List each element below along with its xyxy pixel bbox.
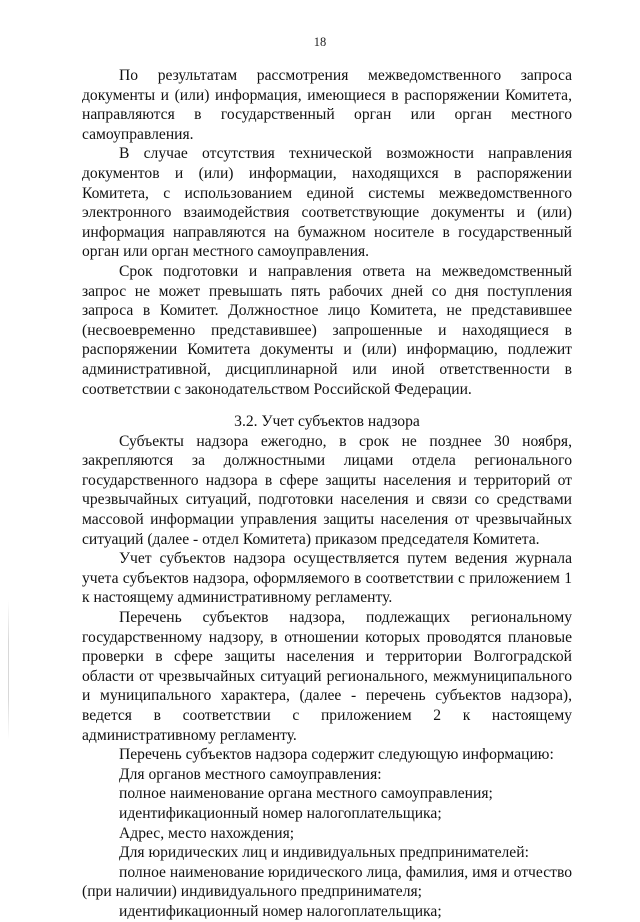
paragraph-response-deadline: Срок подготовки и направления ответа на межведомственный запрос не может превышать пять рабочих дней со дня поступления запроса в Комитет. Должностное лицо Комитета, не представившее (несвоевременно представившее) запрошенные и находящиеся в распоряжении Комитета документы и (или) информацию, подлежит административной, дисциплинарной или иной ответственности в соответствии с законодательством Российской Федерации. <box>82 262 572 398</box>
list-item-legal-entities: Для юридических лиц и индивидуальных предпринимателей: <box>119 844 529 862</box>
paragraph-subjects-list: Перечень субъектов надзора, подлежащих региональному государственному надзору, в отношении которых проводятся плановые проверки в сфере защиты населения и территории Волгоградской области от чрезвычайных ситуаций регионального, межмуниципального и муниципального характера, (далее - перечень субъектов надзора), ведется в соответствии с приложением 2 к настоящему административному регламенту. <box>82 609 572 744</box>
list-item-local-gov-name: полное наименование органа местного самоуправления; <box>119 785 493 803</box>
section-heading: 3.2. Учет субъектов надзора <box>234 413 420 431</box>
paragraph-no-technical-means: В случае отсутствия технической возможности направления документов и (или) информации, находящихся в распоряжении Комитета, с использованием единой системы межведомственного электронного взаимодействия соответствующие документы и (или) информация направляются на бумажном носителе в государственный орган или орган местного самоуправления. <box>82 145 572 261</box>
paragraph-journal-accounting: Учет субъектов надзора осуществляется путем ведения журнала учета субъектов надзора, оформляемого в соответствии с приложением 1 к настоящему административному регламенту. <box>82 550 572 607</box>
paragraph-list-contents: Перечень субъектов надзора содержит следующую информацию: <box>119 746 554 764</box>
list-item-local-gov-inn: идентификационный номер налогоплательщика; <box>119 804 442 822</box>
page-number: 18 <box>313 35 327 49</box>
list-item-entity-inn: идентификационный номер налогоплательщика; <box>119 902 442 920</box>
paragraph-subjects-assignment: Субъекты надзора ежегодно, в срок не позднее 30 ноября, закрепляются за должностными лицами отдела регионального государственного надзора в сфере защиты населения и территорий от чрезвычайных ситуаций, подготовки населения и связи со средствами массовой информации управления защиты населения от чрезвычайных ситуаций (далее - отдел Комитета) приказом председателя Комитета. <box>82 432 572 548</box>
paragraph-interagency-result: По результатам рассмотрения межведомственного запроса документы и (или) информация, имеющиеся в распоряжении Комитета, направляются в государственный орган или орган местного самоуправления. <box>82 67 572 143</box>
list-item-entity-name: полное наименование юридического лица, фамилия, имя и отчество (при наличии) индивидуального предпринимателя; <box>82 863 572 901</box>
list-item-local-government: Для органов местного самоуправления: <box>119 765 382 783</box>
scan-edge-mark <box>8 600 9 740</box>
document-body <box>82 66 572 922</box>
list-item-address: Адрес, место нахождения; <box>119 824 295 842</box>
